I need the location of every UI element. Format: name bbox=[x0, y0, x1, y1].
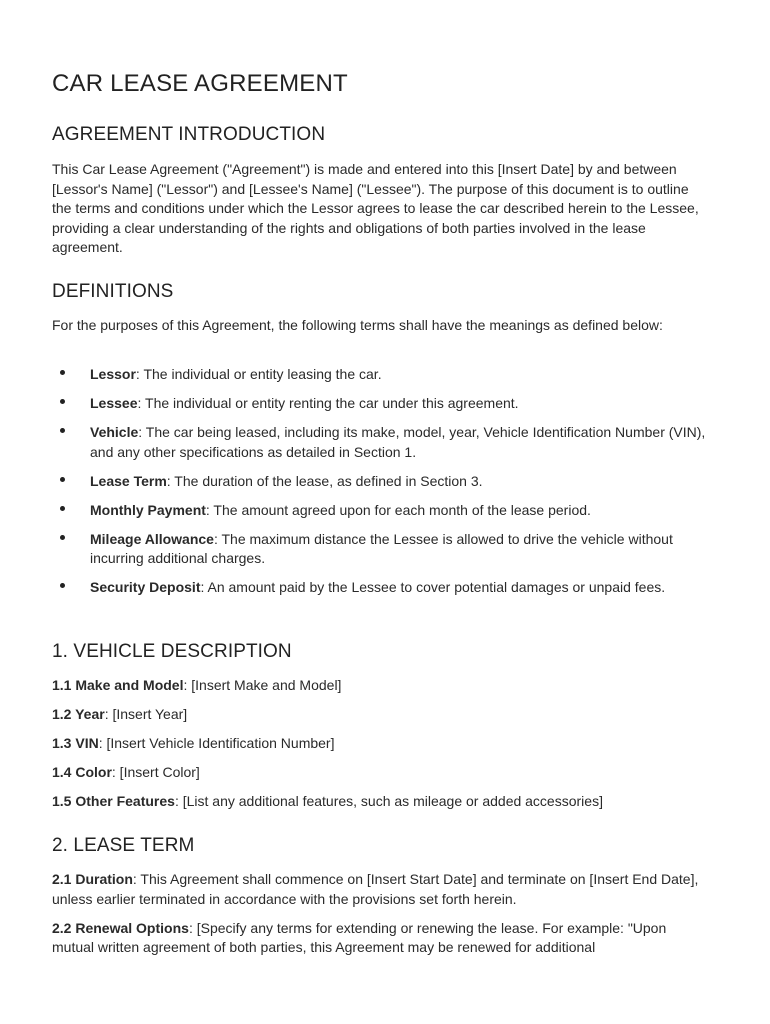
bullet-icon bbox=[60, 477, 65, 482]
intro-paragraph: This Car Lease Agreement ("Agreement") is made and entered into this [Insert Date] by and between [Lessor's Name] ("Lessor") and [Lessee's Name] ("Lessee"). The purpose of this document is to outline the terms and conditions under which the Lessor agrees to lease the car described herein to the Lessee, providing a clear understanding of the rights and obligations of both parties involved in the lease agreement. bbox=[52, 161, 699, 255]
item-value: : This Agreement shall commence on [Insert Start Date] and terminate on [Insert End Date], unless earlier terminated in accordance with the provisions set forth herein. bbox=[52, 871, 699, 907]
item-label: 1.3 VIN bbox=[52, 735, 99, 751]
item-label: 1.2 Year bbox=[52, 706, 105, 722]
definition-text: : The amount agreed upon for each month of the lease period. bbox=[205, 501, 591, 518]
definition-item bbox=[52, 394, 708, 414]
definition-text: : The car being leased, including its make, model, year, Vehicle Identification Number (VIN), and any other specifications as detailed in Section 1. bbox=[90, 424, 706, 460]
item-label: 2.2 Renewal Options bbox=[52, 919, 189, 936]
lease-term-list bbox=[52, 870, 708, 967]
vehicle-item bbox=[52, 792, 708, 812]
definition-item bbox=[52, 578, 708, 598]
definition-text: : An amount paid by the Lessee to cover potential damages or unpaid fees. bbox=[200, 579, 666, 595]
definition-term: Lessee bbox=[90, 395, 138, 411]
item-label: 1.5 Other Features bbox=[52, 793, 175, 809]
bullet-icon bbox=[60, 399, 65, 404]
vehicle-list bbox=[52, 676, 708, 821]
definition-text: : The maximum distance the Lessee is allowed to drive the vehicle without incurring additional charges. bbox=[90, 530, 673, 566]
definition-item bbox=[52, 472, 708, 492]
definition-item bbox=[52, 423, 708, 462]
intro-heading: AGREEMENT INTRODUCTION bbox=[52, 124, 326, 145]
vehicle-item bbox=[52, 763, 708, 783]
definition-term: Vehicle bbox=[90, 424, 139, 440]
definition-term: Security Deposit bbox=[90, 579, 201, 595]
definitions-heading: DEFINITIONS bbox=[52, 281, 174, 302]
definitions-lead: For the purposes of this Agreement, the following terms shall have the meanings as defined below: bbox=[52, 317, 663, 333]
lease-term-item bbox=[52, 870, 708, 909]
item-value: : [Insert Year] bbox=[104, 706, 188, 722]
item-label: 2.1 Duration bbox=[52, 871, 133, 887]
definitions-list bbox=[52, 365, 708, 607]
definition-text: : The duration of the lease, as defined in Section 3. bbox=[166, 472, 483, 489]
bullet-icon bbox=[60, 428, 65, 433]
bullet-icon bbox=[60, 506, 65, 511]
item-value: : [Insert Color] bbox=[111, 764, 200, 780]
definition-text: : The individual or entity leasing the car. bbox=[135, 366, 382, 382]
item-label: 1.1 Make and Model bbox=[52, 677, 184, 693]
definition-term: Lessor bbox=[90, 366, 136, 382]
bullet-icon bbox=[60, 370, 65, 375]
vehicle-item bbox=[52, 734, 708, 754]
bullet-icon bbox=[60, 583, 65, 588]
item-label: 1.4 Color bbox=[52, 764, 112, 780]
definition-text: : The individual or entity renting the car under this agreement. bbox=[137, 395, 519, 411]
vehicle-item bbox=[52, 705, 708, 725]
item-value: : [List any additional features, such as mileage or added accessories] bbox=[174, 793, 603, 809]
definition-term: Monthly Payment bbox=[90, 501, 206, 518]
definition-item bbox=[52, 365, 708, 385]
item-value: : [Specify any terms for extending or renewing the lease. For example: "Upon mutual written agreement of both parties, this Agreement may be renewed for additional bbox=[52, 919, 667, 955]
document-title: CAR LEASE AGREEMENT bbox=[52, 70, 348, 97]
lease-term-heading: 2. LEASE TERM bbox=[52, 835, 195, 856]
definition-item bbox=[52, 501, 708, 521]
bullet-icon bbox=[60, 535, 65, 540]
vehicle-item bbox=[52, 676, 708, 696]
item-value: : [Insert Vehicle Identification Number] bbox=[98, 735, 335, 751]
vehicle-heading: 1. VEHICLE DESCRIPTION bbox=[52, 641, 292, 662]
definition-term: Lease Term bbox=[90, 472, 167, 489]
item-value: : [Insert Make and Model] bbox=[183, 677, 342, 693]
definition-term: Mileage Allowance bbox=[90, 530, 214, 547]
definition-item bbox=[52, 530, 708, 569]
lease-term-item bbox=[52, 919, 708, 958]
